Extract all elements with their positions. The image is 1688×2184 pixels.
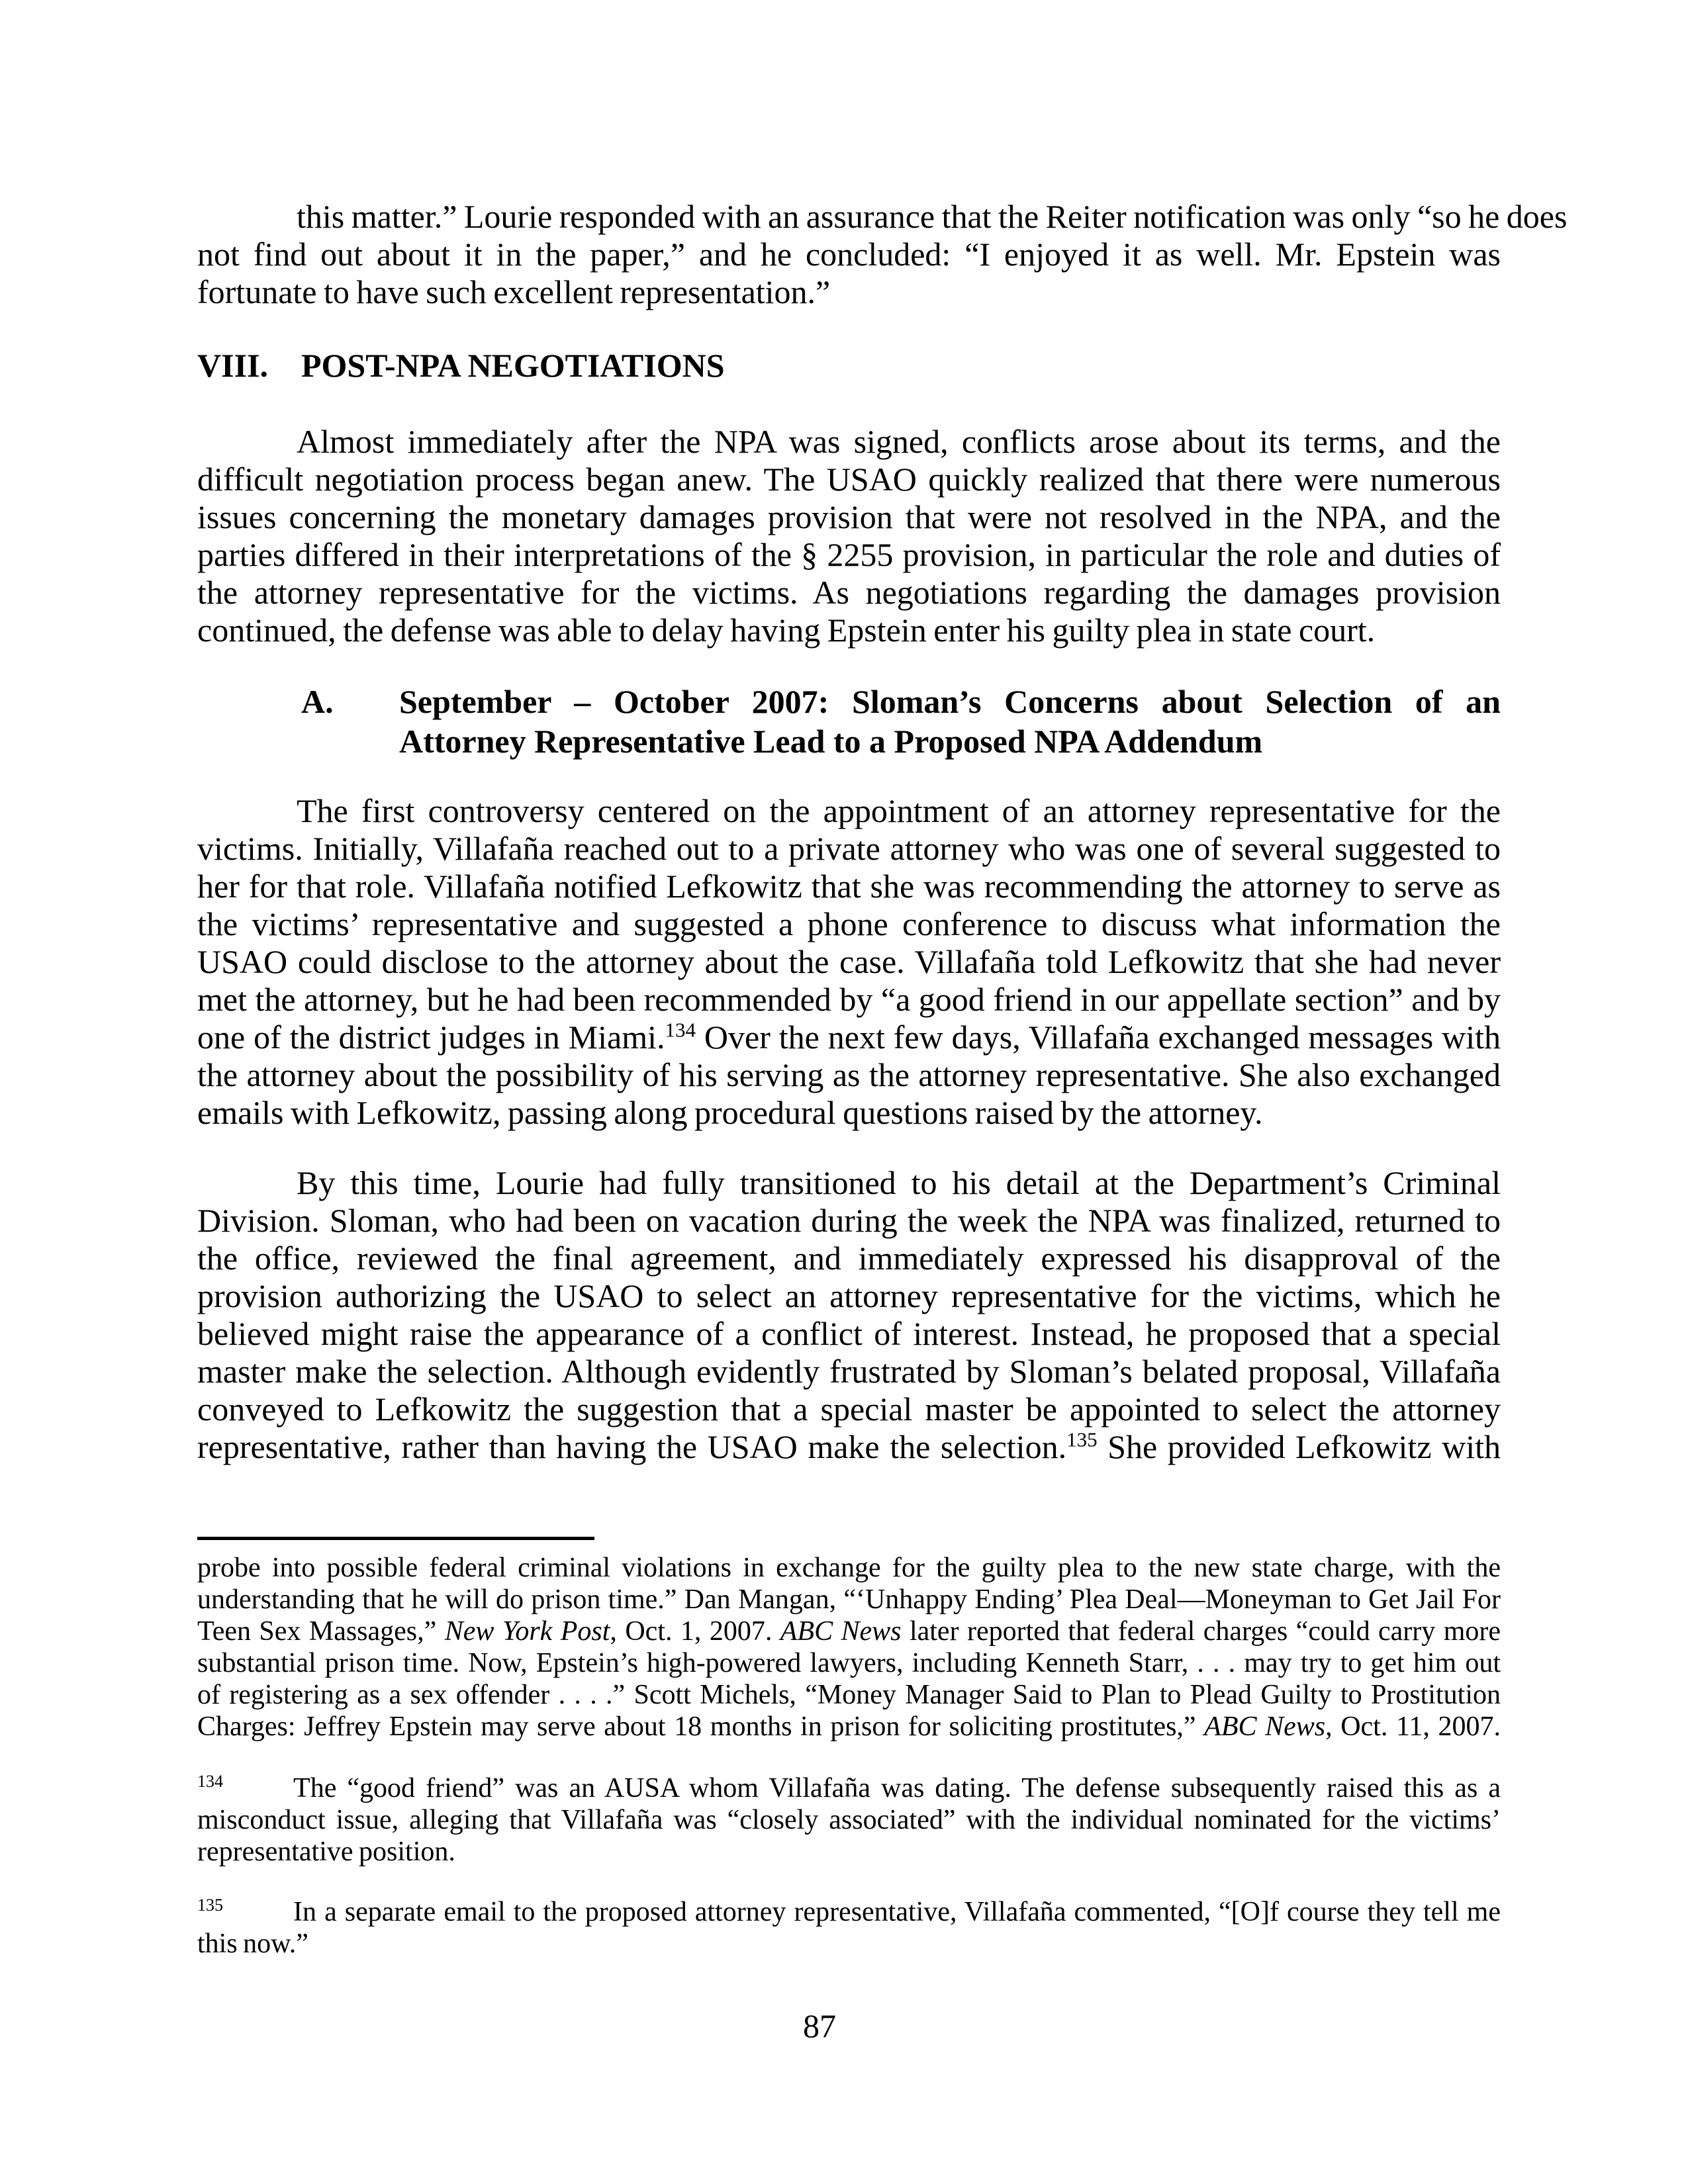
text-line: of registering as a sex offender . . . .” Scott Michels, “Money Manager Said to Plan to Plead Guilty to Prostitution (197, 1680, 1501, 1710)
text-line: not find out about it in the paper,” and he concluded: “I enjoyed it as well. Mr. Epstein was (197, 236, 1501, 273)
paragraph-first-controversy (197, 792, 1501, 1132)
footnote-separator (197, 1537, 594, 1540)
footnote-continuation (197, 1552, 1501, 1743)
subsection-heading (301, 682, 1501, 761)
text-line: representative, rather than having the USAO make the selection.$^{135}$ She provided Lefkowitz with (197, 1428, 1501, 1465)
text-line: Teen Sex Massages,” New York Post, Oct. 1, 2007. ABC News later reported that federal charges “could carry more (197, 1616, 1501, 1647)
section-heading (197, 347, 1501, 385)
text-line: master make the selection. Although evidently frustrated by Sloman’s belated proposal, Villafaña (197, 1353, 1501, 1390)
text-line: The first controversy centered on the appointment of an attorney representative for the (297, 792, 1501, 829)
footnote-135 (197, 1896, 1501, 1960)
text-line: representative position. (197, 1837, 455, 1867)
text-line: Almost immediately after the NPA was signed, conflicts arose about its terms, and the (297, 423, 1501, 460)
text-line: September – October 2007: Sloman’s Concerns about Selection of an (399, 683, 1501, 720)
text-line: the attorney about the possibility of his serving as the attorney representative. She also exchanged (197, 1056, 1501, 1093)
text-line: Attorney Representative Lead to a Proposed NPA Addendum (399, 723, 1263, 760)
text-line: probe into possible federal criminal violations in exchange for the guilty plea to the new state charge, with the (197, 1553, 1501, 1583)
text-line: one of the district judges in Miami.$^{134}$ Over the next few days, Villafaña exchanged messages with (197, 1018, 1501, 1056)
text-line: $^{135}$ In a separate email to the proposed attorney representative, Villafaña commented, “[O]f course they tell me (197, 1895, 1501, 1927)
subsection-number: A. (301, 683, 334, 720)
subsection-title (399, 682, 1501, 761)
text-line: emails with Lefkowitz, passing along procedural questions raised by the attorney. (197, 1094, 1263, 1131)
text-line: met the attorney, but he had been recommended by “a good friend in our appellate section” and by (197, 981, 1501, 1018)
section-title: POST-NPA NEGOTIATIONS (301, 347, 725, 384)
text-line: Division. Sloman, who had been on vacation during the week the NPA was finalized, returned to (197, 1202, 1501, 1239)
text-line: understanding that he will do prison time.” Dan Mangan, “‘Unhappy Ending’ Plea Deal—Moneyman to Get Jail For (197, 1584, 1501, 1615)
paragraph-post-npa-intro (197, 423, 1501, 649)
paragraph-by-this-time (197, 1164, 1501, 1466)
text-line: provision authorizing the USAO to select an attorney representative for the victims, which he (197, 1277, 1501, 1314)
text-line: substantial prison time. Now, Epstein’s high-powered lawyers, including Kenneth Starr, . . . may try to get him out (197, 1648, 1501, 1678)
text-line: conveyed to Lefkowitz the suggestion that a special master be appointed to select the attorney (197, 1390, 1501, 1428)
text-line: parties differed in their interpretations of the § 2255 provision, in particular the role and duties of (197, 536, 1501, 573)
text-line: her for that role. Villafaña notified Lefkowitz that she was recommending the attorney to serve as (197, 868, 1501, 905)
text-line: $^{134}$ The “good friend” was an AUSA whom Villafaña was dating. The defense subsequently raised this as a (197, 1772, 1501, 1803)
text-line: the office, reviewed the final agreement, and immediately expressed his disapproval of the (197, 1240, 1501, 1277)
text-line: this now.” (197, 1929, 308, 1959)
text-line: this matter.” Lourie responded with an assurance that the Reiter notification was only “so he does (297, 198, 1568, 235)
text-line: the attorney representative for the victims. As negotiations regarding the damages provision (197, 574, 1501, 611)
text-line: By this time, Lourie had fully transitioned to his detail at the Department’s Criminal (297, 1164, 1501, 1201)
text-line: fortunate to have such excellent representation.” (197, 273, 831, 310)
text-line: continued, the defense was able to delay having Epstein enter his guilty plea in state court. (197, 612, 1376, 649)
page-number: 87 (803, 2007, 836, 2044)
section-number: VIII. (197, 347, 268, 384)
text-line: the victims’ representative and suggested a phone conference to discuss what information the (197, 905, 1501, 942)
text-line: issues concerning the monetary damages provision that were not resolved in the NPA, and the (197, 498, 1501, 535)
text-line: USAO could disclose to the attorney about the case. Villafaña told Lefkowitz that she had never (197, 943, 1501, 980)
text-line: difficult negotiation process began anew. The USAO quickly realized that there were numerous (197, 461, 1501, 498)
footnote-134 (197, 1772, 1501, 1868)
text-line: misconduct issue, alleging that Villafaña was “closely associated” with the individual nominated for the victims’ (197, 1805, 1501, 1835)
paragraph-continuation (197, 198, 1568, 311)
text-line: victims. Initially, Villafaña reached out to a private attorney who was one of several suggested to (197, 830, 1501, 867)
text-line: Charges: Jeffrey Epstein may serve about 18 months in prison for soliciting prostitutes,” ABC News, Oct. 11, 2007. (197, 1711, 1501, 1742)
text-line: believed might raise the appearance of a conflict of interest. Instead, he proposed that a special (197, 1315, 1501, 1352)
